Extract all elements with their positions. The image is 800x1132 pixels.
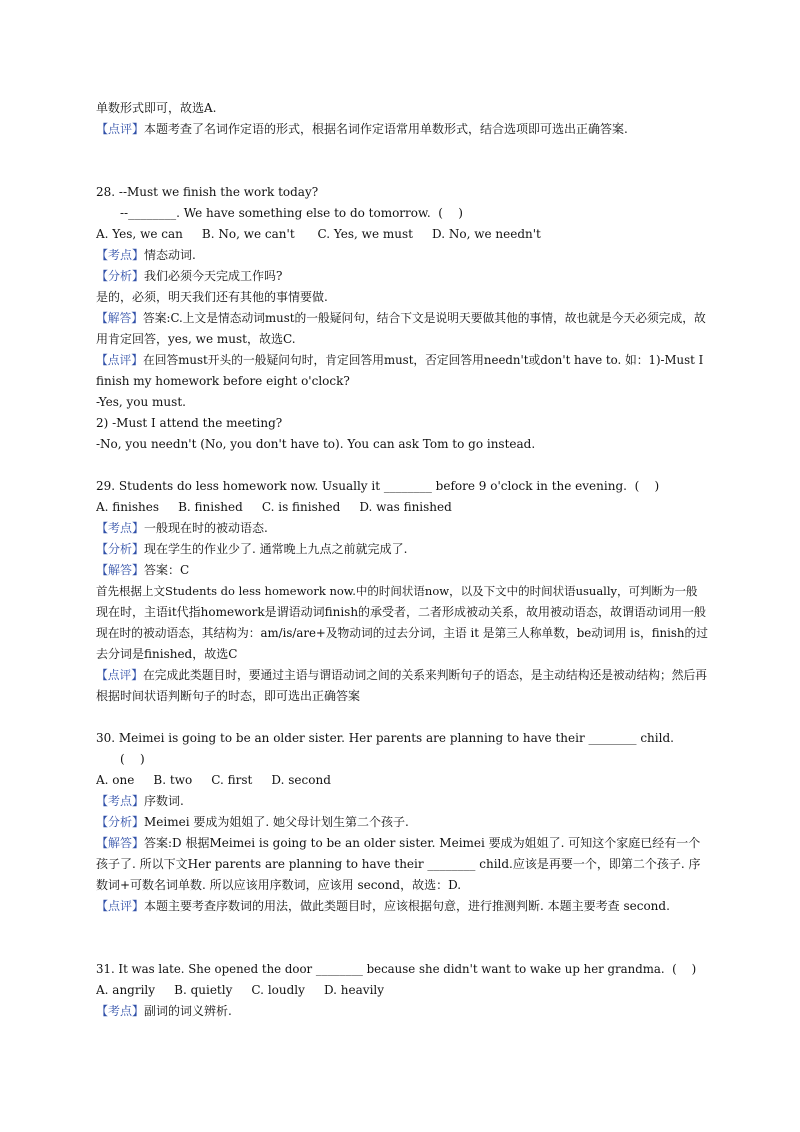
question-30-options: [96, 772, 708, 788]
section-tag: 【考点】: [96, 794, 145, 808]
text-line: [96, 331, 708, 347]
text-line: [96, 793, 708, 809]
text-line: [96, 625, 708, 641]
line-text: 2) -Must I attend the meeting?: [96, 416, 283, 430]
line-text: 去分词是finished，故选C: [96, 647, 238, 661]
text-line: [96, 835, 708, 851]
question-28-options: [96, 226, 708, 242]
text-line: [96, 667, 708, 683]
line-text: 28. --Must we finish the work today?: [96, 185, 319, 199]
line-text: 一般现在时的被动语态.: [144, 521, 268, 535]
text-line: [96, 1003, 708, 1019]
section-tag: 【考点】: [96, 1004, 145, 1018]
section-tag: 【解答】: [96, 836, 145, 850]
section-tag: 【点评】: [96, 899, 145, 913]
text-line: [96, 898, 708, 914]
section-tag: 【分析】: [96, 815, 145, 829]
text-line: [96, 289, 708, 305]
line-text: Meimei 要成为姐姐了. 她父母计划生第二个孩子.: [144, 815, 409, 829]
text-line: [96, 646, 708, 662]
section-tag: 【考点】: [96, 521, 145, 535]
line-text: 序数词.: [144, 794, 184, 808]
text-line: [96, 121, 708, 137]
question-29-options: [96, 499, 708, 515]
text-line: [96, 373, 708, 389]
line-text: 我们必须今天完成工作吗?: [144, 269, 283, 283]
section-tag: 【点评】: [96, 122, 145, 136]
line-text: 本题考查了名词作定语的形式，根据名词作定语常用单数形式，结合选项即可选出正确答案.: [144, 122, 628, 136]
text-line: [96, 352, 708, 368]
line-text: 在完成此类题目时，要通过主语与谓语动词之间的关系来判断句子的语态，是主动结构还是被动结构；然后再: [143, 668, 707, 682]
text-line: [96, 562, 708, 578]
line-text: finish my homework before eight o'clock?: [96, 374, 350, 388]
line-text: 数词+可数名词单数. 所以应该用序数词，应该用 second，故选：D.: [96, 878, 462, 892]
text-line: [96, 688, 708, 704]
text-line: [96, 415, 708, 431]
line-text: 答案:C.上文是情态动词must的一般疑问句，结合下文是说明天要做其他的事情，故也就是今天必须完成，故: [143, 311, 706, 325]
line-text: 现在时，主语it代指homework是谓语动词finish的承受者，二者形成被动关系，故用被动语态，故谓语动词用一般: [96, 605, 707, 619]
line-text: 答案:D 根据Meimei is going to be an older sister. Meimei 要成为姐姐了. 可知这个家庭已经有一个: [144, 836, 701, 850]
line-text: A. one B. two C. first D. second: [96, 773, 331, 787]
section-tag: 【解答】: [96, 311, 143, 325]
line-text: 副词的词义辨析.: [144, 1004, 232, 1018]
line-text: 孩子了. 所以下文Her parents are planning to have their ________ child.应该是再要一个，即第二个孩子. 序: [96, 857, 701, 871]
line-text: 30. Meimei is going to be an older sister. Her parents are planning to have their ________ child.: [96, 731, 674, 745]
text-line: [96, 310, 708, 326]
line-text: -Yes, you must.: [96, 395, 186, 409]
line-text: A. Yes, we can B. No, we can't C. Yes, we must D. No, we needn't: [96, 227, 541, 241]
line-text: 情态动词.: [144, 248, 196, 262]
question-29-stem: [96, 478, 708, 494]
text-line: [96, 604, 708, 620]
section-tag: 【点评】: [96, 353, 143, 367]
text-line: [96, 583, 708, 599]
line-text: 用肯定回答，yes, we must，故选C.: [96, 332, 296, 346]
line-text: -No, you needn't (No, you don't have to). You can ask Tom to go instead.: [96, 437, 536, 451]
line-text: A. finishes B. finished C. is finished D. was finished: [96, 500, 452, 514]
text-line: [96, 394, 708, 410]
line-text: A. angrily B. quietly C. loudly D. heavily: [96, 983, 385, 997]
line-text: --________. We have something else to do tomorrow. ( ): [120, 206, 463, 220]
line-text: 29. Students do less homework now. Usually it ________ before 9 o'clock in the evening. ( ): [96, 479, 660, 493]
question-31-stem: [96, 961, 708, 977]
line-text: ( ): [120, 752, 145, 766]
question-30-paren: [120, 751, 732, 767]
section-tag: 【考点】: [96, 248, 145, 262]
line-text: 现在学生的作业少了. 通常晚上九点之前就完成了.: [144, 542, 408, 556]
section-tag: 【点评】: [96, 668, 143, 682]
line-text: 本题主要考查序数词的用法，做此类题目时，应该根据句意，进行推测判断. 本题主要考查 second.: [144, 899, 670, 913]
line-text: 现在时的被动语态，其结构为：am/is/are+及物动词的过去分词，主语 it 是第三人称单数，be动词用 is，finish的过: [96, 626, 708, 640]
line-text: 答案：C: [144, 563, 190, 577]
line-text: 首先根据上文Students do less homework now.中的时间状语now，以及下文中的时间状语usually，可判断为一般: [96, 584, 698, 598]
line-text: 在回答must开头的一般疑问句时，肯定回答用must，否定回答用needn't或don't have to. 如：1)-Must I: [143, 353, 704, 367]
line-text: 31. It was late. She opened the door ________ because she didn't want to wake up her grandma. ( ): [96, 962, 697, 976]
section-tag: 【解答】: [96, 563, 145, 577]
section-tag: 【分析】: [96, 269, 145, 283]
line-text: 是的，必须，明天我们还有其他的事情要做.: [96, 290, 328, 304]
question-30-stem: [96, 730, 708, 746]
text-line: [96, 436, 708, 452]
section-tag: 【分析】: [96, 542, 145, 556]
question-31-options: [96, 982, 708, 998]
text-line: [96, 541, 708, 557]
text-line: [96, 247, 708, 263]
line-text: 单数形式即可，故选A.: [96, 101, 217, 115]
text-line: [96, 814, 708, 830]
text-line: [96, 100, 708, 116]
question-28-reply: [120, 205, 732, 221]
text-line: [96, 520, 708, 536]
text-line: [96, 268, 708, 284]
text-line: [96, 877, 708, 893]
text-line: [96, 856, 708, 872]
line-text: 根据时间状语判断句子的时态，即可选出正确答案: [96, 689, 361, 703]
question-28-stem: [96, 184, 708, 200]
